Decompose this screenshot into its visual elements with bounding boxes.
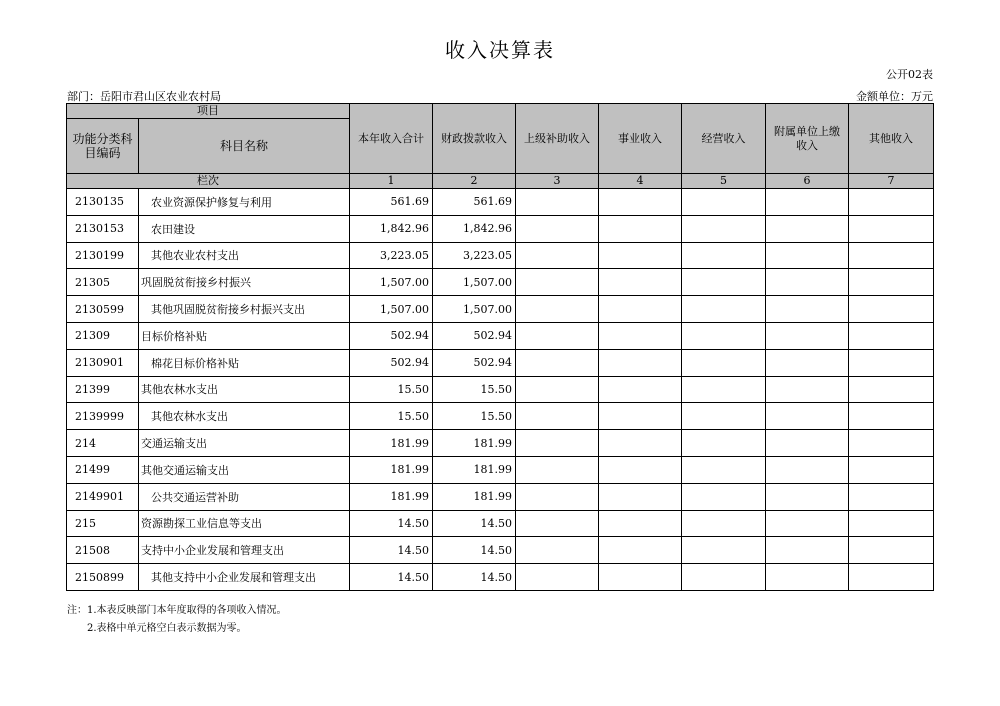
other-income-cell [849,376,934,403]
operating-income-cell [682,537,766,564]
header-project: 项目 [67,104,350,119]
subordinate-income-cell [766,242,849,269]
operating-income-cell [682,189,766,216]
total-income-cell: 15.50 [350,376,433,403]
business-income-cell [599,564,682,591]
business-income-cell [599,269,682,296]
table-row [67,564,934,591]
func-code-cell: 21305 [67,269,139,296]
other-income-cell [849,403,934,430]
col-number-7: 7 [849,174,934,189]
subordinate-income-cell [766,564,849,591]
total-income-cell: 561.69 [350,189,433,216]
col-number-1: 1 [350,174,433,189]
superior-subsidy-cell [516,349,599,376]
func-code-cell: 21508 [67,537,139,564]
other-income-cell [849,537,934,564]
total-income-cell: 1,842.96 [350,215,433,242]
total-income-cell: 14.50 [350,537,433,564]
subject-name-cell: 农业资源保护修复与利用 [139,189,350,216]
other-income-cell [849,349,934,376]
business-income-cell [599,403,682,430]
fiscal-income-cell: 14.50 [433,564,516,591]
fiscal-income-cell: 1,507.00 [433,269,516,296]
func-code-cell: 21309 [67,322,139,349]
other-income-cell [849,269,934,296]
amount-unit-label: 金额单位：万元 [856,90,933,103]
subject-name-cell: 交通运输支出 [139,430,350,457]
other-income-cell [849,296,934,323]
fiscal-income-cell: 14.50 [433,537,516,564]
subordinate-income-cell [766,403,849,430]
total-income-cell: 3,223.05 [350,242,433,269]
superior-subsidy-cell [516,215,599,242]
subordinate-income-cell [766,296,849,323]
subordinate-income-cell [766,376,849,403]
table-row [67,269,934,296]
business-income-cell [599,537,682,564]
subject-name-cell: 其他巩固脱贫衔接乡村振兴支出 [139,296,350,323]
subject-name-cell: 其他交通运输支出 [139,456,350,483]
func-code-cell: 2130901 [67,349,139,376]
func-code-cell: 21499 [67,456,139,483]
func-code-cell: 2130199 [67,242,139,269]
header-col-1: 本年收入合计 [350,104,433,174]
fiscal-income-cell: 181.99 [433,430,516,457]
total-income-cell: 1,507.00 [350,269,433,296]
operating-income-cell [682,430,766,457]
func-code-cell: 214 [67,430,139,457]
superior-subsidy-cell [516,456,599,483]
superior-subsidy-cell [516,322,599,349]
subordinate-income-cell [766,349,849,376]
header-subject-name: 科目名称 [139,119,350,174]
fiscal-income-cell: 15.50 [433,376,516,403]
other-income-cell [849,430,934,457]
fiscal-income-cell: 1,507.00 [433,296,516,323]
operating-income-cell [682,483,766,510]
col-number-6: 6 [766,174,849,189]
func-code-cell: 21399 [67,376,139,403]
func-code-cell: 2130153 [67,215,139,242]
col-number-3: 3 [516,174,599,189]
business-income-cell [599,483,682,510]
operating-income-cell [682,403,766,430]
operating-income-cell [682,564,766,591]
header-col-2: 财政拨款收入 [433,104,516,174]
header-col-5: 经营收入 [682,104,766,174]
superior-subsidy-cell [516,242,599,269]
operating-income-cell [682,296,766,323]
table-row [67,189,934,216]
business-income-cell [599,349,682,376]
subordinate-income-cell [766,430,849,457]
table-row [67,510,934,537]
subject-name-cell: 农田建设 [139,215,350,242]
department-label: 部门：岳阳市君山区农业农村局 [67,90,221,103]
subject-name-cell: 支持中小企业发展和管理支出 [139,537,350,564]
operating-income-cell [682,456,766,483]
operating-income-cell [682,242,766,269]
notes [67,602,287,638]
table-row [67,456,934,483]
business-income-cell [599,322,682,349]
subordinate-income-cell [766,215,849,242]
business-income-cell [599,430,682,457]
superior-subsidy-cell [516,189,599,216]
table-row [67,376,934,403]
subordinate-income-cell [766,456,849,483]
business-income-cell [599,456,682,483]
superior-subsidy-cell [516,430,599,457]
func-code-cell: 2150899 [67,564,139,591]
total-income-cell: 181.99 [350,456,433,483]
subordinate-income-cell [766,510,849,537]
note-2: 2.表格中单元格空白表示数据为零。 [87,623,247,634]
subject-name-cell: 其他支持中小企业发展和管理支出 [139,564,350,591]
fiscal-income-cell: 15.50 [433,403,516,430]
business-income-cell [599,215,682,242]
header-func-code: 功能分类科目编码 [67,119,139,174]
page-title: 收入决算表 [445,38,555,62]
subject-name-cell: 巩固脱贫衔接乡村振兴 [139,269,350,296]
func-code-cell: 215 [67,510,139,537]
total-income-cell: 14.50 [350,510,433,537]
business-income-cell [599,510,682,537]
table-row [67,296,934,323]
subordinate-income-cell [766,189,849,216]
subject-name-cell: 公共交通运营补助 [139,483,350,510]
total-income-cell: 181.99 [350,430,433,457]
business-income-cell [599,242,682,269]
business-income-cell [599,376,682,403]
table-row [67,430,934,457]
business-income-cell [599,296,682,323]
other-income-cell [849,456,934,483]
table-row [67,403,934,430]
other-income-cell [849,322,934,349]
superior-subsidy-cell [516,269,599,296]
operating-income-cell [682,269,766,296]
superior-subsidy-cell [516,483,599,510]
subordinate-income-cell [766,537,849,564]
superior-subsidy-cell [516,403,599,430]
table-body [67,189,934,591]
table-row [67,483,934,510]
table-row [67,537,934,564]
table-row [67,242,934,269]
other-income-cell [849,564,934,591]
subject-name-cell: 其他农林水支出 [139,403,350,430]
operating-income-cell [682,376,766,403]
note-1: 注：1.本表反映部门本年度取得的各项收入情况。 [67,605,287,616]
header-col-6: 附属单位上缴收入 [766,104,849,174]
other-income-cell [849,189,934,216]
total-income-cell: 14.50 [350,564,433,591]
superior-subsidy-cell [516,537,599,564]
fiscal-income-cell: 561.69 [433,189,516,216]
other-income-cell [849,242,934,269]
total-income-cell: 15.50 [350,403,433,430]
fiscal-income-cell: 181.99 [433,483,516,510]
subordinate-income-cell [766,322,849,349]
table-row [67,349,934,376]
subordinate-income-cell [766,483,849,510]
income-final-accounts-table [66,103,934,591]
fiscal-income-cell: 3,223.05 [433,242,516,269]
subject-name-cell: 其他农林水支出 [139,376,350,403]
subject-name-cell: 其他农业农村支出 [139,242,350,269]
subject-name-cell: 目标价格补贴 [139,322,350,349]
col-number-4: 4 [599,174,682,189]
total-income-cell: 1,507.00 [350,296,433,323]
total-income-cell: 502.94 [350,349,433,376]
other-income-cell [849,215,934,242]
subject-name-cell: 棉花目标价格补贴 [139,349,350,376]
operating-income-cell [682,215,766,242]
total-income-cell: 502.94 [350,322,433,349]
col-number-2: 2 [433,174,516,189]
fiscal-income-cell: 14.50 [433,510,516,537]
func-code-cell: 2130135 [67,189,139,216]
func-code-cell: 2149901 [67,483,139,510]
header-col-3: 上级补助收入 [516,104,599,174]
superior-subsidy-cell [516,510,599,537]
other-income-cell [849,483,934,510]
func-code-cell: 2130599 [67,296,139,323]
header-col-7: 其他收入 [849,104,934,174]
table-row [67,215,934,242]
table-row [67,322,934,349]
form-code: 公开02表 [886,68,933,81]
business-income-cell [599,189,682,216]
superior-subsidy-cell [516,376,599,403]
subject-name-cell: 资源勘探工业信息等支出 [139,510,350,537]
subordinate-income-cell [766,269,849,296]
fiscal-income-cell: 1,842.96 [433,215,516,242]
fiscal-income-cell: 502.94 [433,349,516,376]
col-number-5: 5 [682,174,766,189]
operating-income-cell [682,322,766,349]
operating-income-cell [682,510,766,537]
total-income-cell: 181.99 [350,483,433,510]
operating-income-cell [682,349,766,376]
header-col-4: 事业收入 [599,104,682,174]
superior-subsidy-cell [516,564,599,591]
fiscal-income-cell: 502.94 [433,322,516,349]
other-income-cell [849,510,934,537]
header-lanci: 栏次 [67,174,350,189]
superior-subsidy-cell [516,296,599,323]
fiscal-income-cell: 181.99 [433,456,516,483]
func-code-cell: 2139999 [67,403,139,430]
